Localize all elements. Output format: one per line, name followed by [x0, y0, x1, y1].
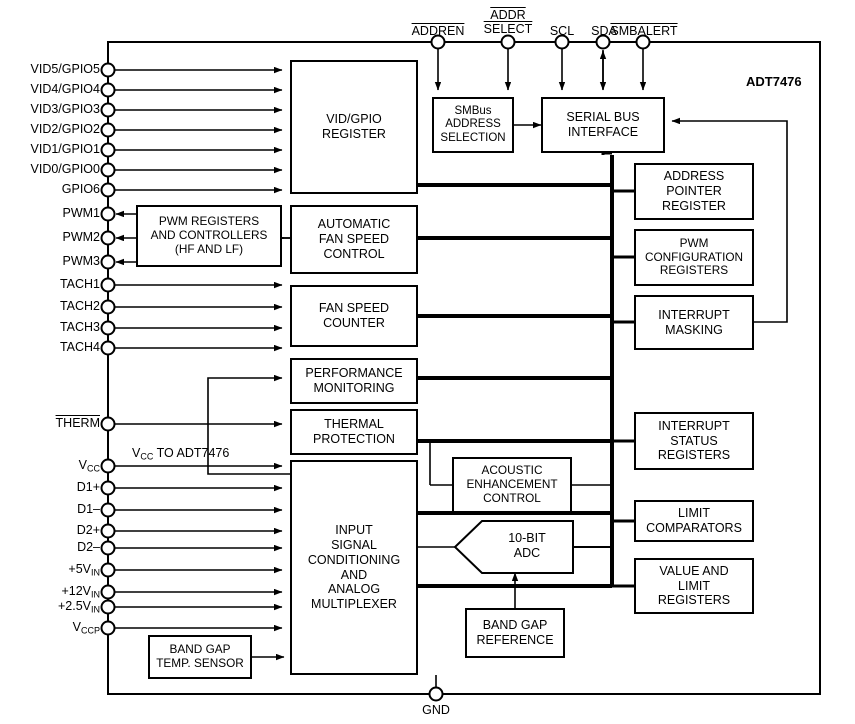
block-interrupt-masking: INTERRUPT MASKING	[634, 295, 754, 350]
pin-label-tach1: TACH1	[59, 277, 100, 291]
pin-label-gpio6: GPIO6	[61, 182, 100, 196]
pin-label-pwm2: PWM2	[62, 230, 100, 244]
block-acoustic-enhancement-control: ACOUSTIC ENHANCEMENT CONTROL	[452, 457, 572, 513]
part-name-label: ADT7476	[746, 74, 802, 89]
block-smbus-address-selection: SMBus ADDRESS SELECTION	[432, 97, 514, 153]
pin-label-d2-plus: D2+	[76, 523, 100, 537]
pin-label-vccp: $V_{CCP}$	[72, 620, 100, 636]
block-performance-monitoring: PERFORMANCE MONITORING	[290, 358, 418, 404]
block-pwm-configuration-registers: PWM CONFIGURATION REGISTERS	[634, 229, 754, 286]
block-band-gap-temp-sensor: BAND GAP TEMP. SENSOR	[148, 635, 252, 679]
block-automatic-fan-speed-control: AUTOMATIC FAN SPEED CONTROL	[290, 205, 418, 274]
block-vid-gpio-register: VID/GPIO REGISTER	[290, 60, 418, 194]
block-thermal-protection: THERMAL PROTECTION	[290, 409, 418, 455]
pin-label-vid5-gpio5: VID5/GPIO5	[30, 62, 100, 76]
pin-label-d1-plus: D1+	[76, 480, 100, 494]
block-fan-speed-counter: FAN SPEED COUNTER	[290, 285, 418, 347]
pin-label-vid1-gpio1: VID1/GPIO1	[30, 142, 100, 156]
block-band-gap-reference: BAND GAP REFERENCE	[465, 608, 565, 658]
block-interrupt-status-registers: INTERRUPT STATUS REGISTERS	[634, 412, 754, 470]
pin-label-pwm1: PWM1	[62, 206, 100, 220]
block-input-signal-conditioning: INPUT SIGNAL CONDITIONING AND ANALOG MULTIPLEXER	[290, 460, 418, 675]
pin-label-vid4-gpio4: VID4/GPIO4	[30, 82, 100, 96]
pin-label-gnd: GND	[422, 703, 450, 717]
block-pwm-registers-and-controllers: PWM REGISTERS AND CONTROLLERS (HF AND LF)	[136, 205, 282, 267]
block-value-and-limit-registers: VALUE AND LIMIT REGISTERS	[634, 558, 754, 614]
pin-label-5vin: $+5V_{IN}$	[68, 562, 100, 578]
pin-label-tach4: TACH4	[59, 340, 100, 354]
pin-label-vid2-gpio2: VID2/GPIO2	[30, 122, 100, 136]
pin-label-d2-minus: D2–	[77, 540, 100, 554]
pin-label-addren: ADDREN	[411, 24, 465, 38]
pin-label-d1-minus: D1–	[77, 502, 100, 516]
vcc-to-part-note: $V_{CC}$ TO ADT7476	[132, 446, 230, 462]
pin-label-pwm3: PWM3	[62, 254, 100, 268]
block-limit-comparators: LIMIT COMPARATORS	[634, 500, 754, 542]
pin-label-therm: THERM	[55, 416, 100, 430]
pin-label-tach2: TACH2	[59, 299, 100, 313]
block-address-pointer-register: ADDRESS POINTER REGISTER	[634, 163, 754, 220]
pin-label-tach3: TACH3	[59, 320, 100, 334]
pin-label-sda: SDA	[591, 24, 617, 38]
pin-label-vid0-gpio0: VID0/GPIO0	[30, 162, 100, 176]
block-serial-bus-interface: SERIAL BUS INTERFACE	[541, 97, 665, 153]
pin-label-2p5vin: $+2.5V_{IN}$	[57, 599, 100, 615]
block-adc-label: 10-BIT ADC	[508, 531, 546, 560]
pin-label-vcc: $V_{CC}$	[78, 458, 100, 474]
pin-label-12vin: $+12V_{IN}$	[61, 584, 100, 600]
pin-label-scl: SCL	[549, 24, 575, 38]
pin-label-addr-select: ADDR SELECT	[483, 8, 533, 36]
pin-label-vid3-gpio3: VID3/GPIO3	[30, 102, 100, 116]
pin-label-smbalert: SMBALERT	[610, 24, 678, 38]
